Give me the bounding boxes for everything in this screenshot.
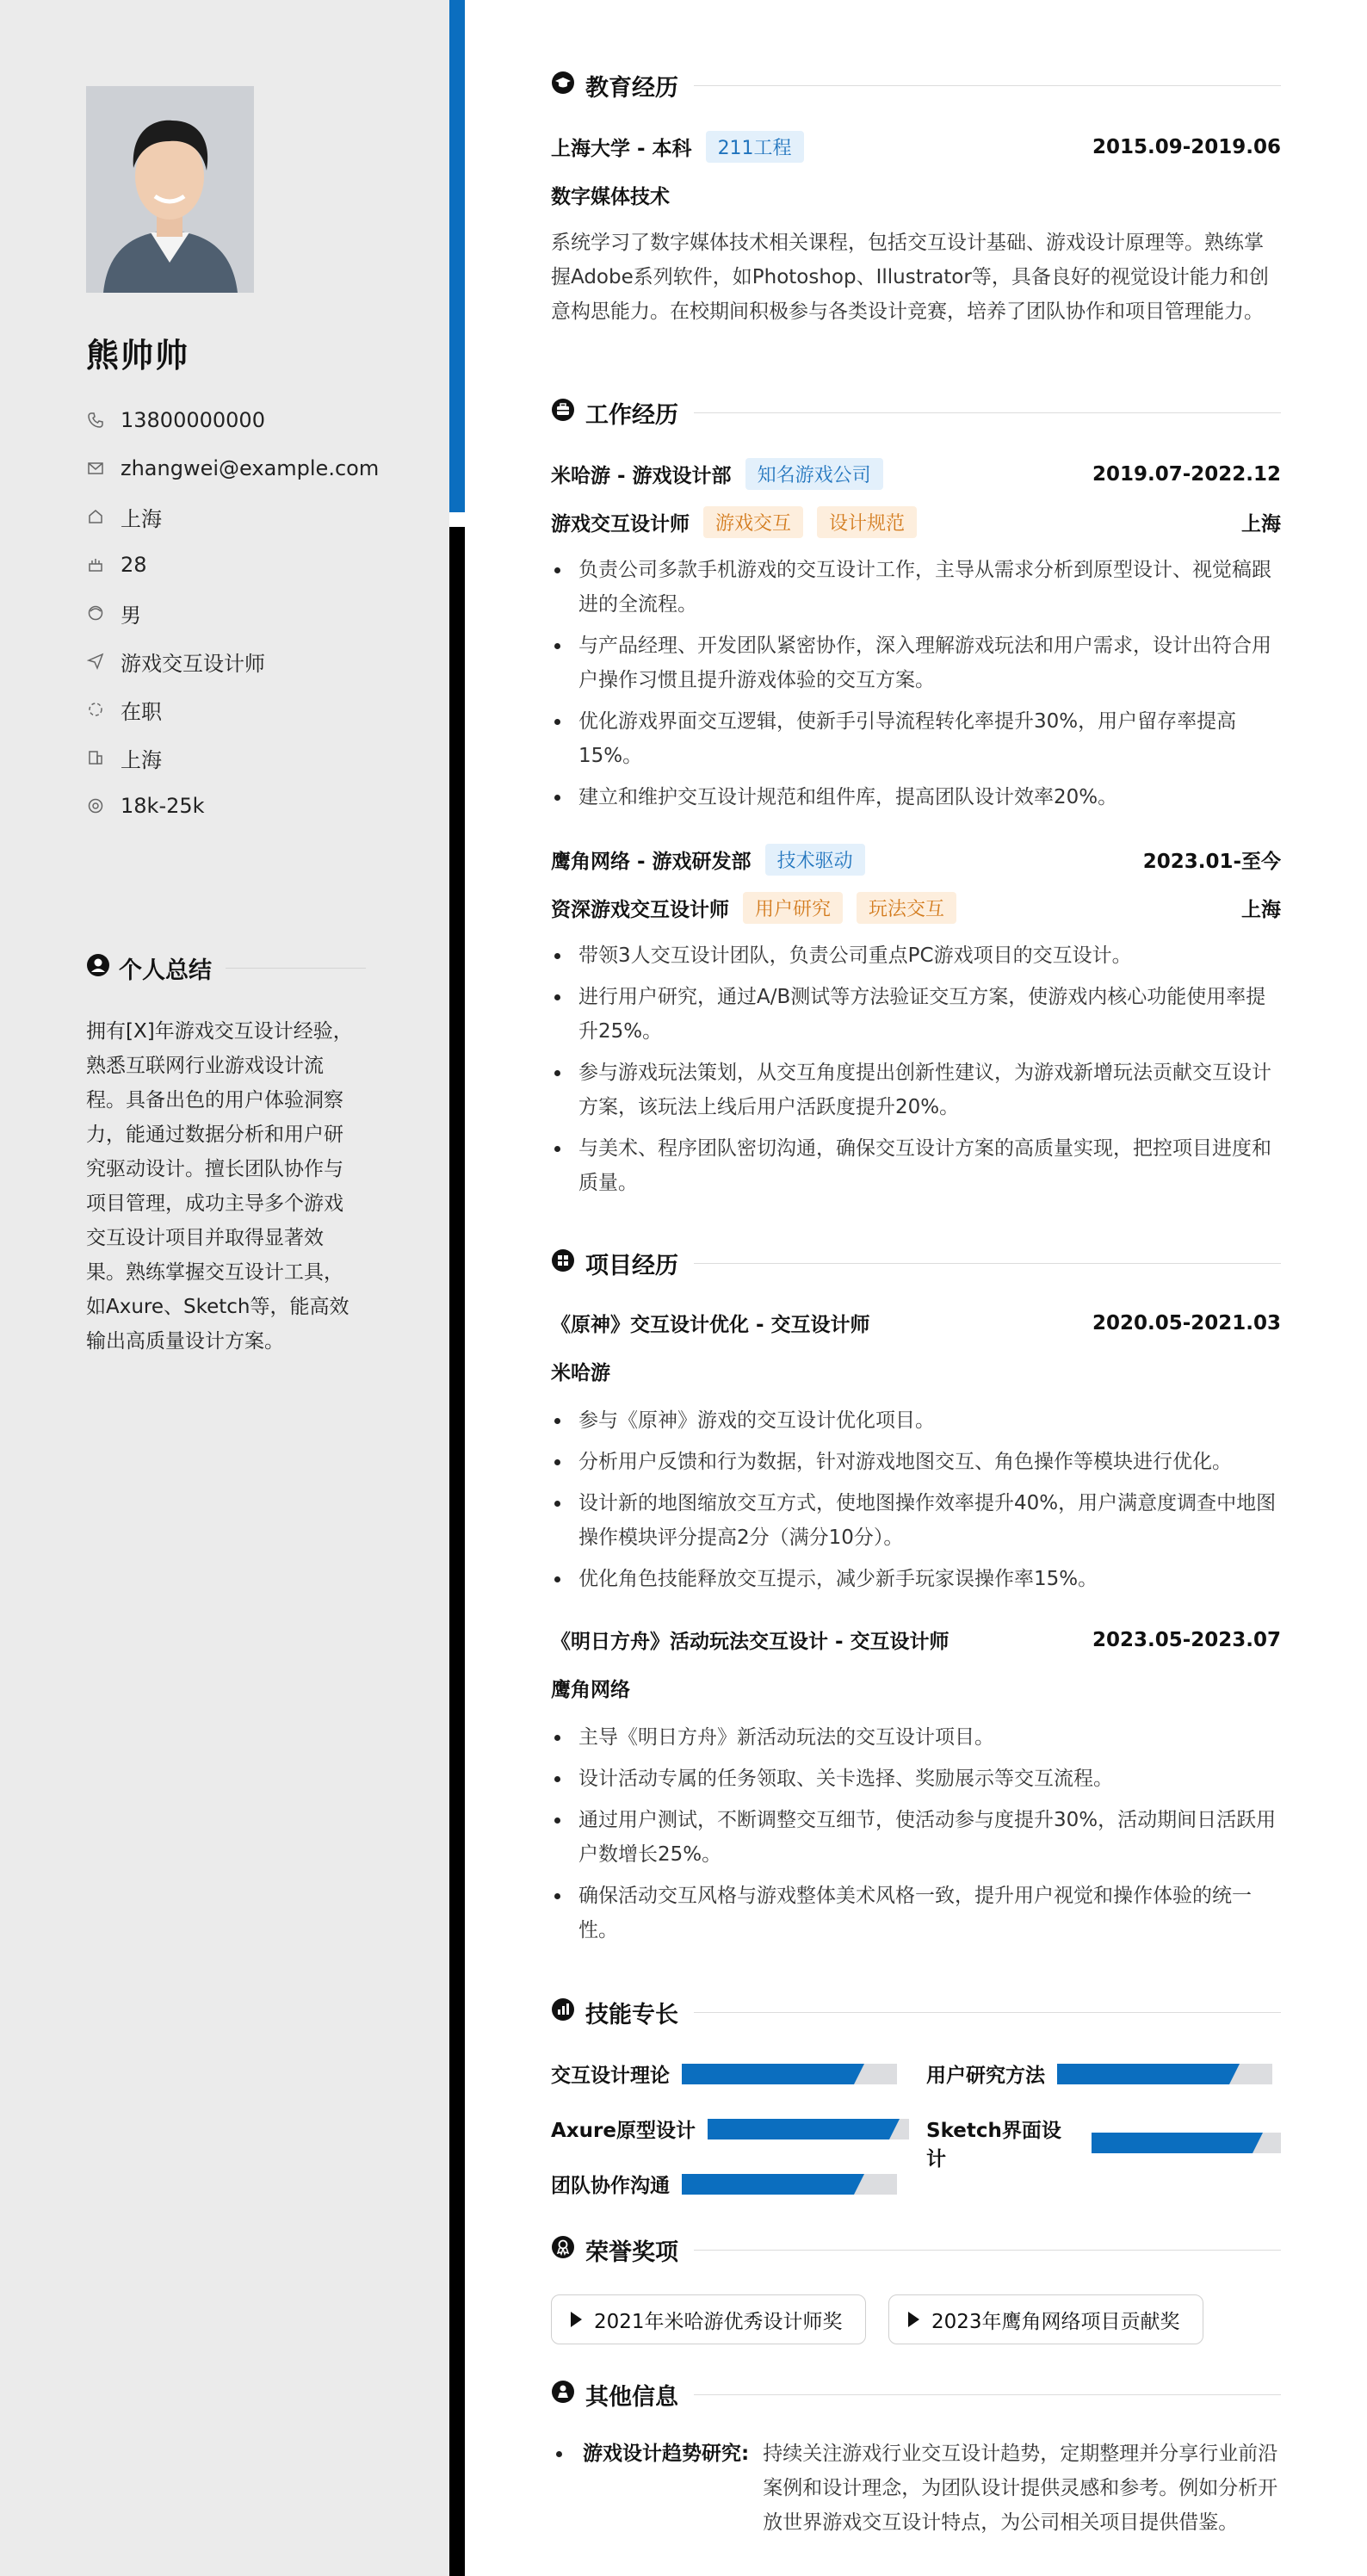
project-name: 《原神》交互设计优化 - 交互设计师 xyxy=(551,1314,870,1336)
section-divider xyxy=(694,412,1281,413)
list-item: 参与《原神》游戏的交互设计优化项目。 xyxy=(551,1403,1281,1438)
skill-fill xyxy=(682,2174,854,2195)
info-age xyxy=(86,541,430,589)
job-city: 上海 xyxy=(1241,899,1281,921)
info-value: 在职 xyxy=(121,699,162,724)
job-bullets xyxy=(551,553,1281,814)
project-name: 《明日方舟》活动玩法交互设计 - 交互设计师 xyxy=(551,1631,949,1653)
phone-icon xyxy=(86,411,105,430)
skills-section-title: 技能专长 xyxy=(551,1996,1281,2029)
user-icon xyxy=(86,953,110,983)
list-item: 与产品经理、开发团队紧密协作，深入理解游戏玩法和用户需求，设计出符合用户操作习惯且提升游戏体验的交互方案。 xyxy=(551,629,1281,697)
job-date: 2023.01-至今 xyxy=(1142,851,1281,873)
awards-section-title: 荣誉奖项 xyxy=(551,2233,1281,2267)
project-header xyxy=(551,1309,1281,1337)
section-divider xyxy=(226,968,366,969)
info-value: 上海 xyxy=(121,747,162,772)
info-value: 13800000000 xyxy=(121,408,265,432)
major: 数字媒体技术 xyxy=(551,186,670,208)
award-chip xyxy=(551,2294,866,2344)
info-value: 游戏交互设计师 xyxy=(121,651,265,676)
project-date: 2020.05-2021.03 xyxy=(1092,1311,1281,1334)
list-item: 设计新的地图缩放交互方式，使地图操作效率提升40%，用户满意度调查中地图操作模块评分提高2分（满分10分）。 xyxy=(551,1486,1281,1555)
project-date: 2023.05-2023.07 xyxy=(1092,1628,1281,1651)
info-phone xyxy=(86,396,430,444)
chart-icon xyxy=(551,1997,575,2028)
company-tag: 知名游戏公司 xyxy=(745,458,883,490)
bullet-dot xyxy=(556,2451,562,2457)
building-icon xyxy=(86,748,105,767)
project-org: 米哈游 xyxy=(551,1362,610,1384)
skill-bar xyxy=(1092,2133,1281,2153)
other-item xyxy=(551,2437,1281,2540)
skill-bar xyxy=(1057,2064,1272,2084)
education-description: 系统学习了数字媒体技术相关课程，包括交互设计基础、游戏设计原理等。熟练掌握Adobe系列软件，如Photoshop、Illustrator等，具备良好的视觉设计能力和创意构思能力。在校期间积极参与各类设计竞赛，培养了团队协作和项目管理能力。 xyxy=(551,232,1269,323)
list-item: 负责公司多款手机游戏的交互设计工作，主导从需求分析到原型设计、视觉稿跟进的全流程。 xyxy=(551,553,1281,622)
contact-info-list xyxy=(86,396,430,830)
skill-name: 用户研究方法 xyxy=(926,2065,1045,2087)
section-divider xyxy=(694,85,1281,86)
award-chip xyxy=(888,2294,1203,2344)
status-icon xyxy=(86,700,105,719)
play-icon xyxy=(571,2312,582,2327)
info-city xyxy=(86,734,430,782)
project-org-row xyxy=(551,1357,1281,1385)
list-item: 与美术、程序团队密切沟通，确保交互设计方案的高质量实现，把控项目进度和质量。 xyxy=(551,1131,1281,1200)
summary-section-title: 个人总结 xyxy=(86,951,366,985)
project-header xyxy=(551,1625,1281,1654)
major-row xyxy=(551,181,1281,209)
section-divider xyxy=(694,1263,1281,1264)
summary-text: 拥有[X]年游戏交互设计经验，熟悉互联网行业游戏设计流程。具备出色的用户体验洞察力，能通过数据分析和用户研究驱动设计。擅长团队协作与项目管理，成功主导多个游戏交互设计项目并取得显著效果。熟练掌握交互设计工具，如Axure、Sketch等，能高效输出高质量设计方案。 xyxy=(86,1020,353,1353)
skill-name: 团队协作沟通 xyxy=(551,2175,670,2197)
info-email xyxy=(86,444,430,492)
info-value: 18k-25k xyxy=(121,794,205,818)
graduation-cap-icon xyxy=(551,71,575,101)
info-value: 男 xyxy=(121,603,141,628)
play-icon xyxy=(908,2312,919,2327)
education-date: 2015.09-2019.06 xyxy=(1092,135,1281,158)
skill-name: Axure原型设计 xyxy=(551,2120,696,2142)
award-label: 2023年鹰角网络项目贡献奖 xyxy=(931,2310,1180,2333)
list-item: 确保活动交互风格与游戏整体美术风格一致，提升用户视觉和操作体验的统一性。 xyxy=(551,1879,1281,1947)
education-header xyxy=(551,131,1281,163)
divider-bar xyxy=(449,527,465,2576)
list-item: 建立和维护交互设计规范和组件库，提高团队设计效率20%。 xyxy=(551,780,1281,814)
avatar xyxy=(86,86,254,293)
project-bullets xyxy=(551,1720,1281,1947)
skill-bar xyxy=(682,2174,897,2195)
skill-item xyxy=(551,2170,897,2198)
job-bullets xyxy=(551,938,1281,1200)
project-org-row xyxy=(551,1674,1281,1702)
award-label: 2021年米哈游优秀设计师奖 xyxy=(594,2310,843,2333)
list-item: 带领3人交互设计团队，负责公司重点PC游戏项目的交互设计。 xyxy=(551,938,1281,973)
info-icon xyxy=(551,2380,575,2410)
school-tag: 211工程 xyxy=(706,131,804,163)
education-section-title: 教育经历 xyxy=(551,69,1281,102)
company-tag: 技术驱动 xyxy=(765,844,865,876)
info-location xyxy=(86,492,430,541)
company-name: 鹰角网络 - 游戏研发部 xyxy=(551,851,752,873)
work-section-title: 工作经历 xyxy=(551,396,1281,430)
job-header xyxy=(551,458,1281,490)
other-text: 持续关注游戏行业交互设计趋势，定期整理并分享行业前沿案例和设计理念，为团队设计提供灵感和参考。例如分析开放世界游戏交互设计特点，为公司相关项目提供借鉴。 xyxy=(763,2443,1278,2534)
skill-item xyxy=(926,2059,1272,2088)
job-role: 资深游戏交互设计师 xyxy=(551,899,729,921)
info-value: zhangwei@example.com xyxy=(121,456,380,480)
skill-name: Sketch界面设计 xyxy=(926,2120,1061,2170)
list-item: 分析用户反馈和行为数据，针对游戏地图交互、角色操作等模块进行优化。 xyxy=(551,1445,1281,1479)
job-date: 2019.07-2022.12 xyxy=(1092,462,1281,486)
skill-item xyxy=(926,2115,1281,2171)
job-city: 上海 xyxy=(1241,513,1281,536)
company-name: 米哈游 - 游戏设计部 xyxy=(551,465,732,487)
list-item: 进行用户研究，通过A/B测试等方法验证交互方案，使游戏内核心功能使用率提升25%。 xyxy=(551,980,1281,1049)
cake-icon xyxy=(86,555,105,574)
accent-bar xyxy=(449,0,465,512)
info-status xyxy=(86,685,430,734)
info-gender xyxy=(86,589,430,637)
info-value: 28 xyxy=(121,553,147,577)
job-role-row xyxy=(551,892,1281,924)
list-item: 优化角色技能释放交互提示，减少新手玩家误操作率15%。 xyxy=(551,1562,1281,1596)
list-item: 通过用户测试，不断调整交互细节，使活动参与度提升30%，活动期间日活跃用户数增长25%。 xyxy=(551,1803,1281,1872)
send-icon xyxy=(86,652,105,671)
project-org: 鹰角网络 xyxy=(551,1679,630,1701)
info-salary xyxy=(86,782,430,830)
list-item: 优化游戏界面交互逻辑，使新手引导流程转化率提升30%，用户留存率提高15%。 xyxy=(551,704,1281,773)
skill-bar xyxy=(682,2064,897,2084)
list-item: 主导《明日方舟》新活动玩法的交互设计项目。 xyxy=(551,1720,1281,1755)
salary-icon xyxy=(86,796,105,815)
job-role: 游戏交互设计师 xyxy=(551,513,690,536)
list-item: 参与游戏玩法策划，从交互角度提出创新性建议，为游戏新增玩法贡献交互设计方案，该玩法上线后用户活跃度提升20%。 xyxy=(551,1056,1281,1124)
grid-icon xyxy=(551,1248,575,1279)
list-item: 设计活动专属的任务领取、关卡选择、奖励展示等交互流程。 xyxy=(551,1762,1281,1796)
skill-fill xyxy=(1092,2133,1253,2153)
skill-fill xyxy=(682,2064,854,2084)
gender-icon xyxy=(86,604,105,622)
section-divider xyxy=(694,2012,1281,2013)
role-tag: 游戏交互 xyxy=(703,506,803,538)
skill-fill xyxy=(1057,2064,1229,2084)
role-tag: 用户研究 xyxy=(743,892,843,924)
skill-item xyxy=(551,2115,909,2143)
briefcase-icon xyxy=(551,398,575,428)
email-icon xyxy=(86,459,105,478)
home-icon xyxy=(86,507,105,526)
info-value: 上海 xyxy=(121,506,162,531)
other-section-title: 其他信息 xyxy=(551,2378,1281,2412)
skill-bar xyxy=(708,2119,909,2139)
skill-name: 交互设计理论 xyxy=(551,2065,670,2087)
info-position xyxy=(86,637,430,685)
projects-section-title: 项目经历 xyxy=(551,1247,1281,1280)
sidebar xyxy=(0,0,449,2576)
role-tag: 玩法交互 xyxy=(857,892,956,924)
job-header xyxy=(551,844,1281,876)
section-divider xyxy=(694,2250,1281,2251)
candidate-name: 熊帅帅 xyxy=(86,337,190,375)
job-role-row xyxy=(551,506,1281,538)
award-icon xyxy=(551,2235,575,2265)
skill-item xyxy=(551,2059,897,2088)
skill-fill xyxy=(708,2119,889,2139)
other-label: 游戏设计趋势研究: xyxy=(583,2443,750,2465)
section-divider xyxy=(694,2394,1281,2395)
school-name: 上海大学 - 本科 xyxy=(551,138,692,160)
role-tag: 设计规范 xyxy=(817,506,917,538)
project-bullets xyxy=(551,1403,1281,1596)
